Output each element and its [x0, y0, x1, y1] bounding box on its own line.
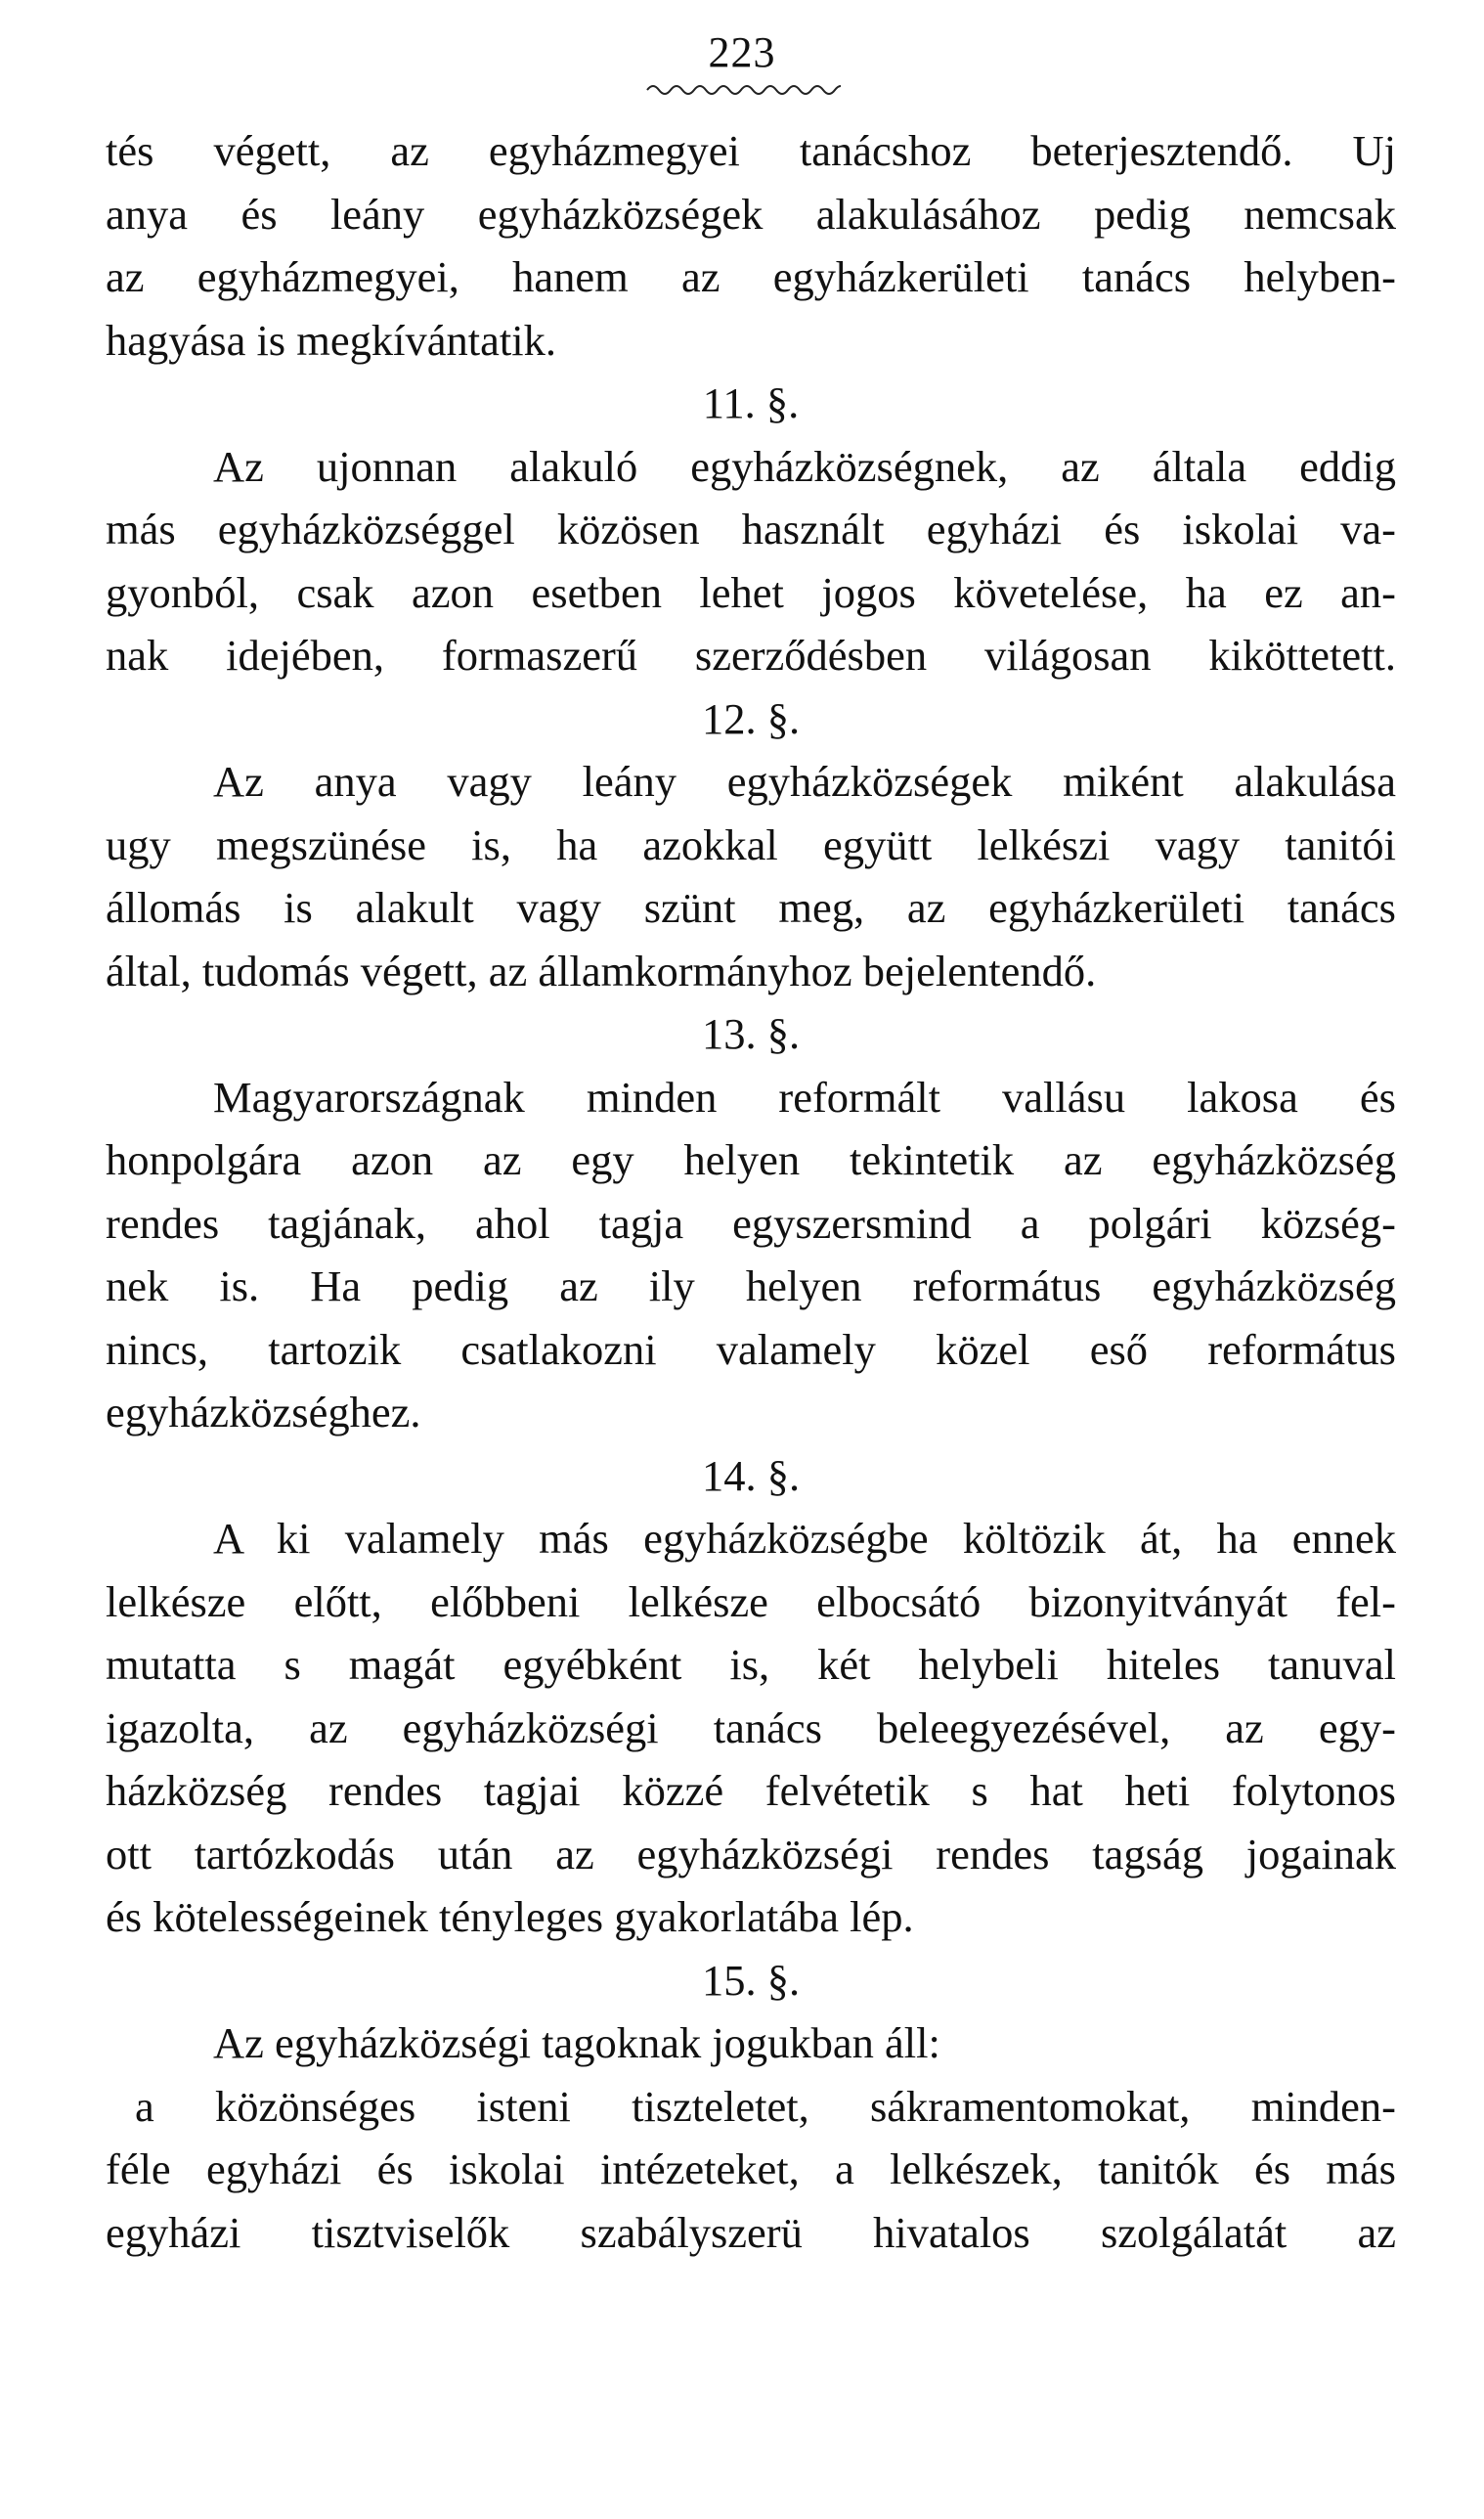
- text-line: tés végett, az egyházmegyei tanácshoz beterjesztendő. Uj: [106, 126, 1396, 175]
- text-line: a közönséges isteni tiszteletet, sákramentomokat, minden-: [135, 2081, 1396, 2131]
- text-line: egyházi tisztviselők szabályszerü hivatalos szolgálatát az: [106, 2207, 1396, 2257]
- section-heading: 14. §.: [701, 1450, 801, 1500]
- text-line: az egyházmegyei, hanem az egyházkerületi tanács helyben-: [106, 252, 1396, 301]
- text-line: honpolgára azon az egy helyen tekintetik az egyházközség: [106, 1135, 1396, 1184]
- text-line: házközség rendes tagjai közzé felvétetik s hat heti folytonos: [106, 1766, 1396, 1815]
- text-line: által, tudomás végett, az államkormányhoz bejelentendő.: [106, 946, 1097, 995]
- text-line: anya és leány egyházközségek alakulásához pedig nemcsak: [106, 189, 1396, 239]
- text-line: rendes tagjának, ahol tagja egyszersmind a polgári község-: [106, 1198, 1396, 1248]
- text-line: Az anya vagy leány egyházközségek miként alakulása: [213, 757, 1396, 806]
- text-line: nek is. Ha pedig az ily helyen református egyházközség: [106, 1261, 1396, 1310]
- text-line: nak idejében, formaszerű szerződésben világosan kiköttetett.: [106, 631, 1396, 680]
- text-line: lelkésze előtt, előbbeni lelkésze elbocsátó bizonyitványát fel-: [106, 1576, 1396, 1626]
- text-line: más egyházközséggel közösen használt egyházi és iskolai va-: [106, 505, 1396, 553]
- text-line: nincs, tartozik csatlakozni valamely közel eső református: [106, 1324, 1396, 1374]
- page-body: [106, 119, 1396, 2264]
- section-heading: 13. §.: [701, 1009, 801, 1058]
- text-line: ugy megszünése is, ha azokkal együtt lelkészi vagy tanitói: [106, 819, 1396, 869]
- text-line: mutatta s magát egyébként is, két helybeli hiteles tanuval: [106, 1640, 1396, 1689]
- text-line: Az egyházközségi tagoknak jogukban áll:: [213, 2018, 940, 2067]
- section-heading: 12. §.: [701, 693, 801, 743]
- text-line: Az ujonnan alakuló egyházközségnek, az általa eddig: [213, 441, 1396, 491]
- text-line: ott tartózkodás után az egyházközségi rendes tagság jogainak: [106, 1829, 1396, 1878]
- page-number: 223: [708, 28, 776, 76]
- text-line: igazolta, az egyházközségi tanács beleegyezésével, az egy-: [106, 1702, 1396, 1752]
- text-line: állomás is alakult vagy szünt meg, az egyházkerületi tanács: [106, 883, 1396, 932]
- text-line: egyházközséghez.: [106, 1388, 421, 1436]
- text-line: Magyarországnak minden reformált vallásu lakosa és: [213, 1072, 1396, 1122]
- text-line: hagyása is megkívántatik.: [106, 315, 556, 365]
- page-number-ornament-icon: [645, 82, 841, 98]
- section-heading: 15. §.: [701, 1955, 801, 2005]
- text-line: gyonból, csak azon esetben lehet jogos követelése, ha ez an-: [106, 567, 1396, 617]
- text-line: és kötelességeinek tényleges gyakorlatába lép.: [106, 1892, 914, 1941]
- text-line: féle egyházi és iskolai intézeteket, a lelkészek, tanitók és más: [106, 2144, 1396, 2193]
- text-line: A ki valamely más egyházközségbe költözik át, ha ennek: [213, 1514, 1396, 1563]
- section-heading: 11. §.: [702, 378, 800, 427]
